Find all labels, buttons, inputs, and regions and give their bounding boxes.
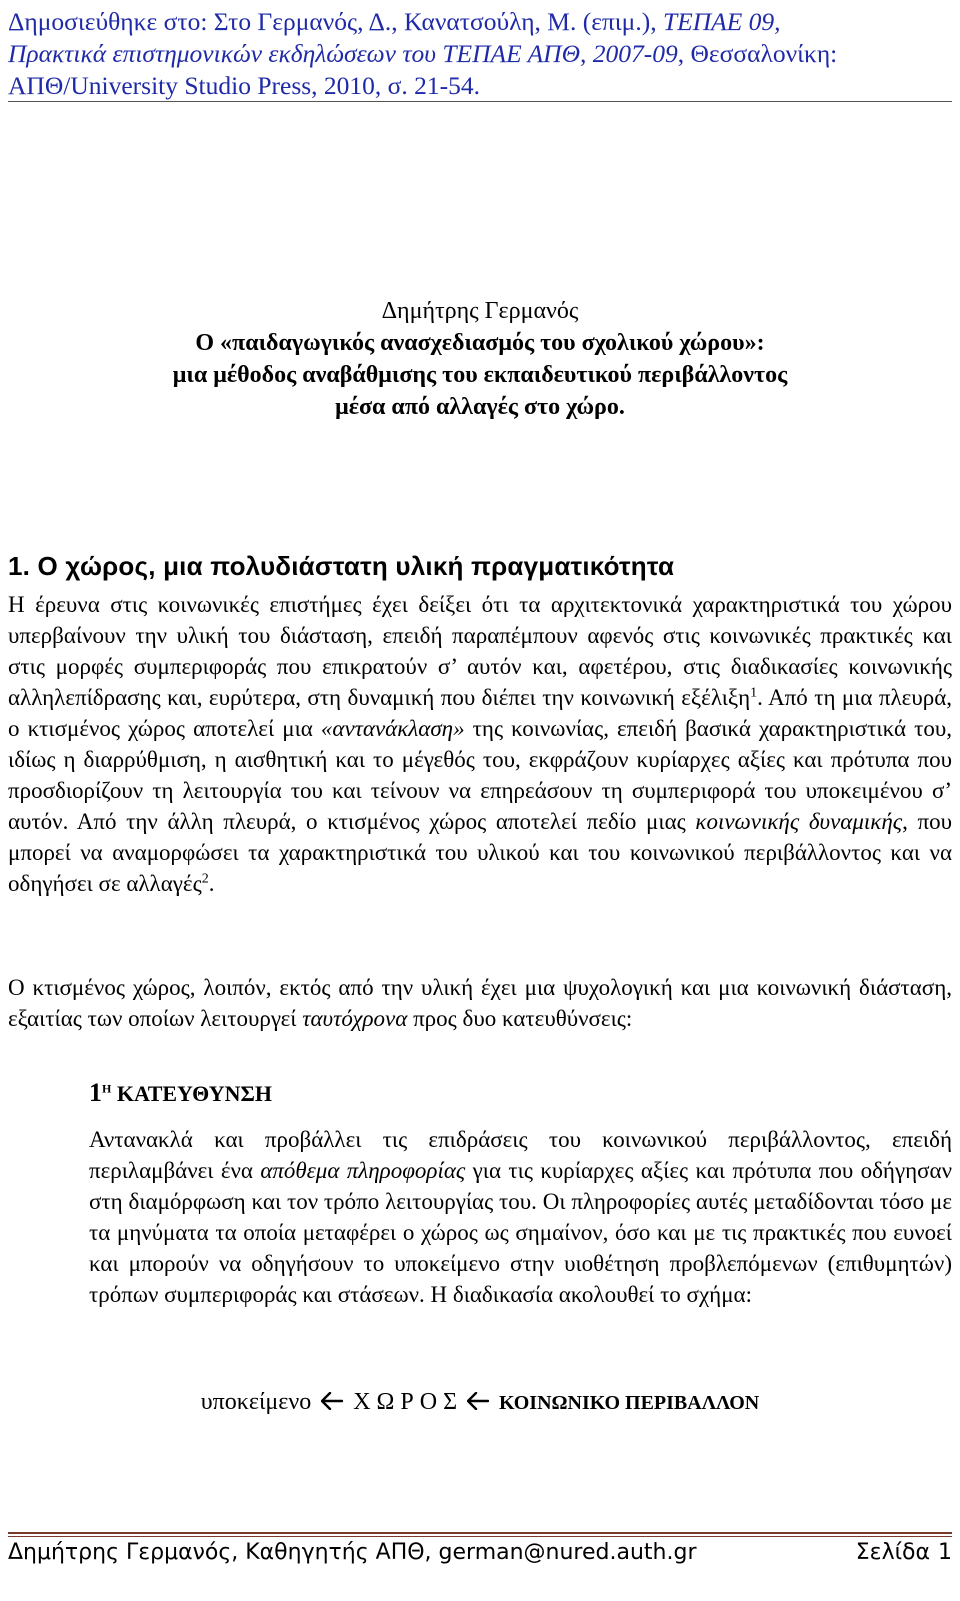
footnote-ref-1: 1 [750,685,758,701]
paragraph-1: Η έρευνα στις κοινωνικές επιστήμες έχει δείξει ότι τα αρχιτεκτονικά χαρακτηριστικά του χώρου υπερβαίνουν την υλική του διάσταση, επειδή παραπέμπουν αφενός στις κοινωνικές πρακτικές και στις μορφές συμπεριφοράς που επικρατούν σ’ αυτόν και, αφετέρου, στις διαδικασίες κοινωνικής αλληλεπίδρασης και, ευρύτερα, στη δυναμική που διέπει την κοινωνική εξέλιξη$^1$. Από τη μια πλευρά, ο κτισμένος χώρος αποτελεί μια «αντανάκλαση» της κοινωνίας, επειδή βασικά χαρακτηριστικά του, ιδίως η διαρρύθμιση, η αισθητική και το μέγεθός του, εκφράζουν κυρίαρχες αξίες και πρότυπα που προσδιορίζουν τη λειτουργία του και τείνουν να επηρεάσουν τη συμπεριφορά του υποκειμένου σ’ αυτόν. Από την άλλη πλευρά, ο κτισμένος χώρος αποτελεί πεδίο μιας κοινωνικής δυναμικής, που μπορεί να αναμορφώσει τα χαρακτηριστικά του υλικού και του κοινωνικού περιβάλλοντος και να οδηγήσει σε αλλαγές$^2$. [8,592,952,896]
footnote-ref-2: 2 [201,871,209,887]
publication-note [8,6,948,102]
schema-subject: υποκείμενο [200,1389,312,1415]
paper-title-line-1: Ο «παιδαγωγικός ανασχεδιασμός του σχολικού χώρου»: [195,330,765,356]
schema-social-environment: ΚΟΙΝΩΝΙΚΟ ΠΕΡΙΒΑΛΛΟΝ [499,1392,760,1414]
left-arrow-icon [321,1392,343,1410]
paper-title-line-3: μέσα από αλλαγές στο χώρο. [335,394,625,420]
paragraph-3: Αντανακλά και προβάλλει τις επιδράσεις του κοινωνικού περιβάλλοντος, επειδή περιλαμβάνει ένα απόθεμα πληροφορίας για τις κυρίαρχες αξίες και πρότυπα που οδήγησαν στη διαμόρφωση και τον τρόπο λειτουργίας του. Οι πληροφορίες αυτές μεταδίδονται τόσο με τα μηνύματα τα οποία μεταφέρει ο χώρος ως σημαίνον, όσο και με τις πρακτικές που ευνοεί και μπορούν να οδηγήσουν το υποκείμενο στην υιοθέτηση προβλεπόμενων (επιθυμητών) τρόπων συμπεριφοράς και στάσεων. Η διαδικασία ακολουθεί το σχήμα: [89,1127,952,1307]
left-arrow-icon [467,1392,489,1410]
footer-author: Δημήτρης Γερμανός, Καθηγητής ΑΠΘ, german@nured.auth.gr [8,1540,697,1565]
section-heading: 1. Ο χώρος, μια πολυδιάστατη υλική πραγματικότητα [8,551,675,581]
header-divider [8,101,952,102]
author-name: Δημήτρης Γερμανός [381,298,579,324]
publication-note-line-3: ΑΠΘ/University Studio Press, 2010, σ. 21-54. [8,71,481,100]
schema-space: Χ Ω Ρ Ο Σ [353,1389,458,1415]
footer-divider-thin [8,1536,952,1537]
direction-heading-1: $1^H$ ΚΑΤΕΥΘΥΝΣΗ [89,1078,272,1107]
publication-note-line-2: Πρακτικά επιστημονικών εκδηλώσεων του ΤΕΠΑΕ ΑΠΘ, 2007-09, Θεσσαλονίκη: [8,39,838,68]
title-block [0,295,960,423]
paragraph-2: Ο κτισμένος χώρος, λοιπόν, εκτός από την υλική έχει μια ψυχολογική και μια κοινωνική διάσταση, εξαιτίας των οποίων λειτουργεί ταυτόχρονα προς δυο κατευθύνσεις: [8,975,952,1031]
footer-divider [8,1532,952,1534]
schema-diagram [0,1386,960,1419]
page-number: 1 [938,1540,952,1565]
publication-note-line-1: Δημοσιεύθηκε στο: Στο Γερμανός, Δ., Κανατσούλη, Μ. (επιμ.), ΤΕΠΑΕ 09, [8,7,781,36]
page-indicator [856,1538,952,1568]
page-label: Σελίδα [855,1540,930,1565]
page-footer [8,1538,952,1568]
paper-title-line-2: μια μέθοδος αναβάθμισης του εκπαιδευτικού περιβάλλοντος [172,362,788,388]
